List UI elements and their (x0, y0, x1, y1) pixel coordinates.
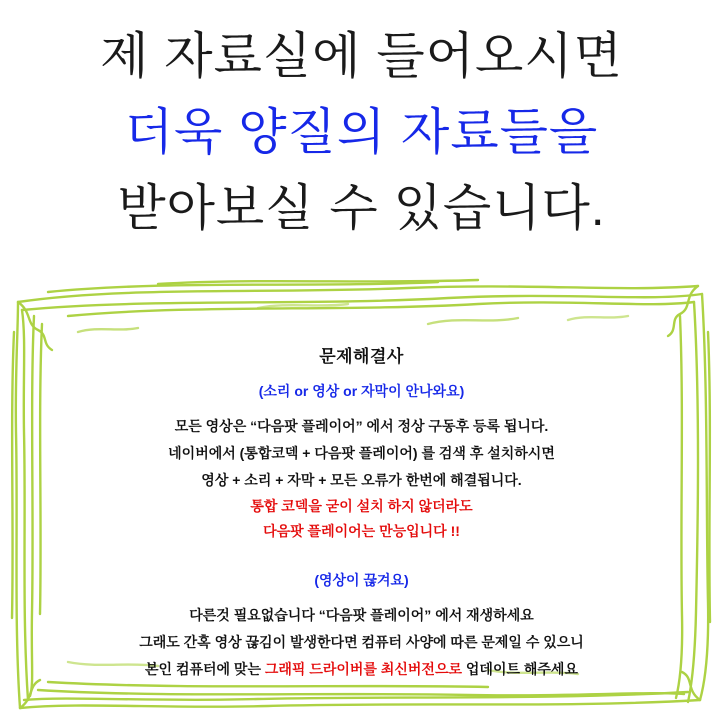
section2-line-2: 그래도 간혹 영상 끊김이 발생한다면 컴퓨터 사양에 따른 문제일 수 있으니 (139, 634, 584, 650)
section2-line-1: 다른것 필요없습니다 “다음팟 플레이어” 에서 재생하세요 (189, 607, 534, 623)
section-spacer (40, 544, 683, 570)
section1-red-line-1: 통합 코덱을 굳이 설치 하지 않더라도 (250, 498, 473, 514)
headline-line-3: 받아보실 수 있습니다. (117, 180, 606, 236)
section2-line-3-highlight: 그래픽 드라이버를 최신버전으로 (264, 661, 462, 677)
section2-line-3-pre: 본인 컴퓨터에 맞는 (145, 661, 265, 677)
headline-block (0, 18, 723, 246)
headline-line-2: 더욱 양질의 자료들을 (124, 104, 599, 160)
section1-line-3: 영상 + 소리 + 자막 + 모든 오류가 한번에 해결됩니다. (201, 472, 522, 488)
headline-line-1: 제 자료실에 들어오시면 (100, 28, 623, 84)
section2-line-3-post: 업데이트 해주세요 (462, 661, 578, 677)
section1-line-1: 모든 영상은 “다음팟 플레이어” 에서 정상 구동후 등록 됩니다. (174, 418, 549, 434)
panel-content (40, 296, 683, 683)
section1-heading: (소리 or 영상 or 자막이 안나와요) (258, 383, 465, 399)
section1-line-2: 네이버에서 (통합코덱 + 다음팟 플레이어) 를 검색 후 설치하시면 (168, 445, 555, 461)
section1-red-line-2: 다음팟 플레이어는 만능입니다 !! (263, 523, 460, 539)
panel-title: 문제해결사 (319, 347, 404, 366)
section2-heading: (영상이 끊겨요) (314, 572, 409, 588)
section2-line-3 (40, 656, 683, 683)
